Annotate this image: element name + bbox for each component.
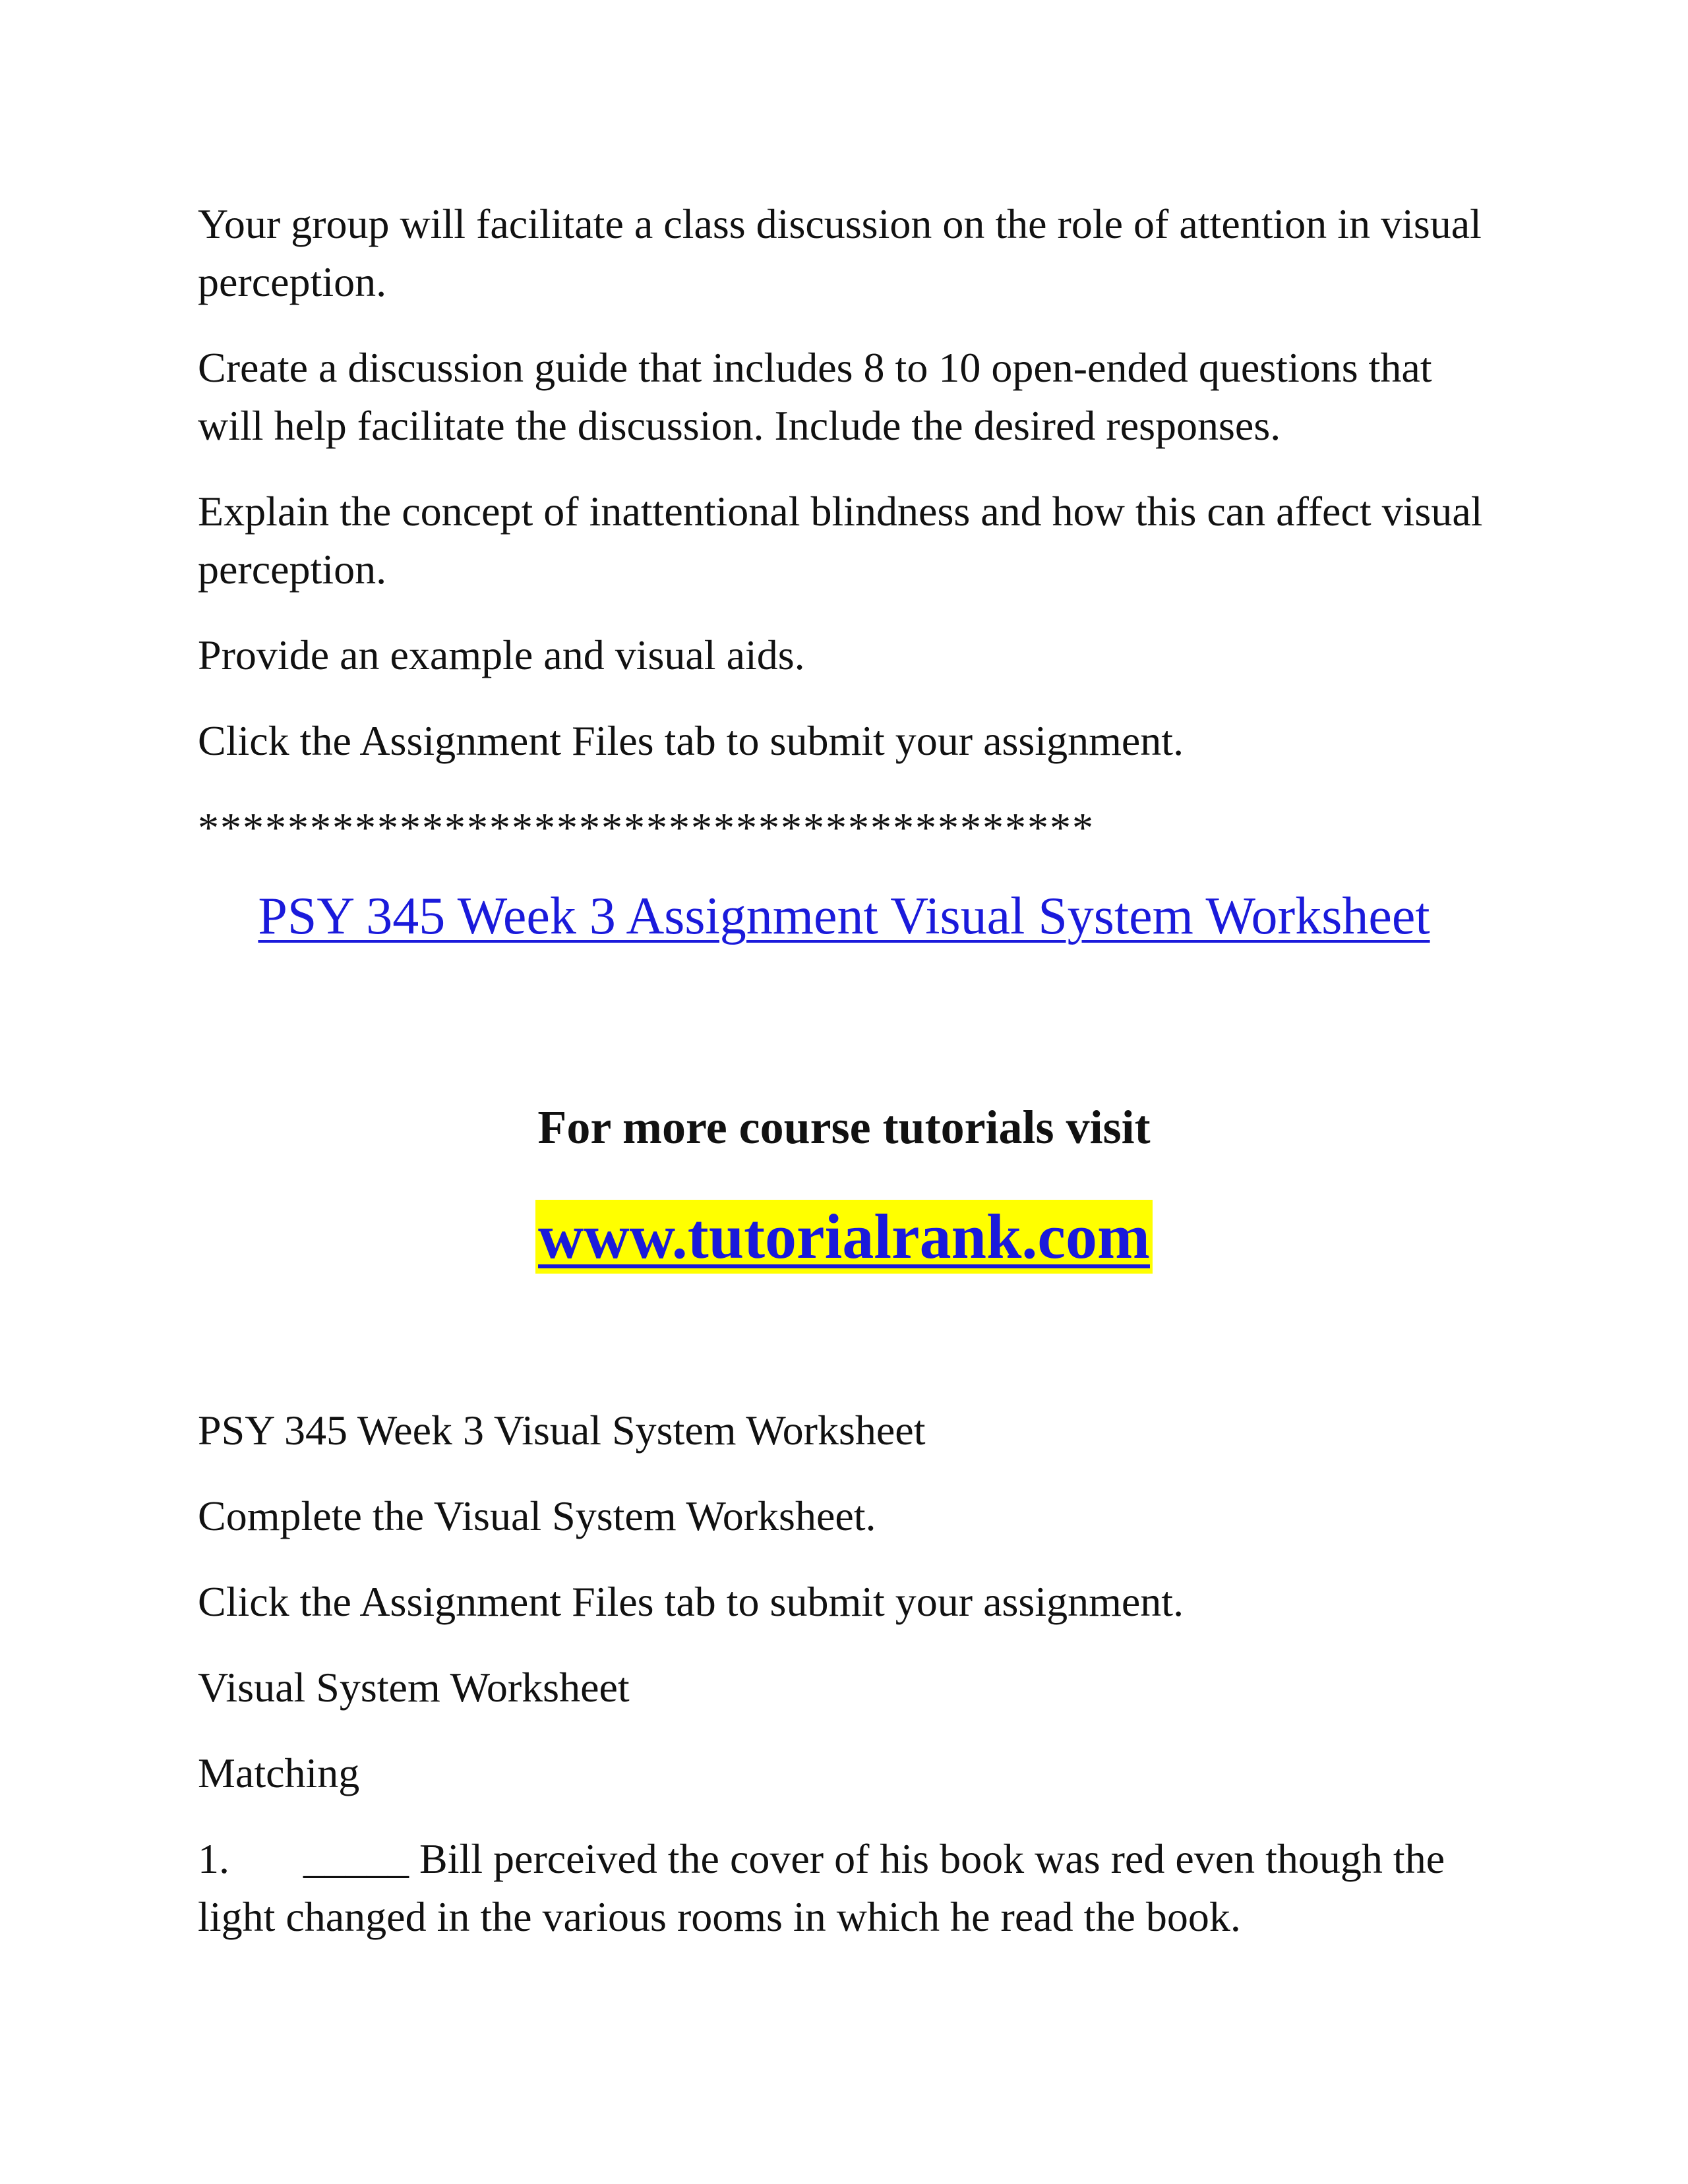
- item-number: 1.: [198, 1835, 229, 1882]
- answer-blank: _____: [303, 1835, 409, 1882]
- worksheet-heading: Visual System Worksheet: [198, 1664, 630, 1711]
- intro-paragraph-1: Your group will facilitate a class discussion on the role of attention in visual perception.: [198, 200, 1482, 305]
- promo-site-link[interactable]: www.tutorialrank.com: [535, 1200, 1153, 1274]
- promo-text: For more course tutorials visit: [537, 1101, 1151, 1154]
- worksheet-submit-note: Click the Assignment Files tab to submit your assignment.: [198, 1578, 1184, 1625]
- matching-item-1: [198, 1830, 1503, 1946]
- worksheet-instruction: Complete the Visual System Worksheet.: [198, 1492, 876, 1539]
- intro-paragraph-3: Explain the concept of inattentional blindness and how this can affect visual perception.: [198, 488, 1483, 593]
- intro-paragraph-2: Create a discussion guide that includes 8 to 10 open-ended questions that will help facilitate the discussion. Include the desired responses.: [198, 344, 1432, 449]
- matching-section-label: Matching: [198, 1750, 360, 1796]
- promo-site-wrapper: [0, 1200, 1688, 1274]
- intro-paragraph-5: Click the Assignment Files tab to submit your assignment.: [198, 717, 1184, 764]
- assignment-link[interactable]: PSY 345 Week 3 Assignment Visual System Worksheet: [258, 887, 1430, 945]
- separator-asterisks: ****************************************: [198, 804, 1095, 851]
- item-text: Bill perceived the cover of his book was red even though the light changed in the various rooms in which he read the book.: [198, 1835, 1445, 1940]
- intro-paragraph-4: Provide an example and visual aids.: [198, 632, 805, 678]
- worksheet-title: PSY 345 Week 3 Visual System Worksheet: [198, 1407, 926, 1454]
